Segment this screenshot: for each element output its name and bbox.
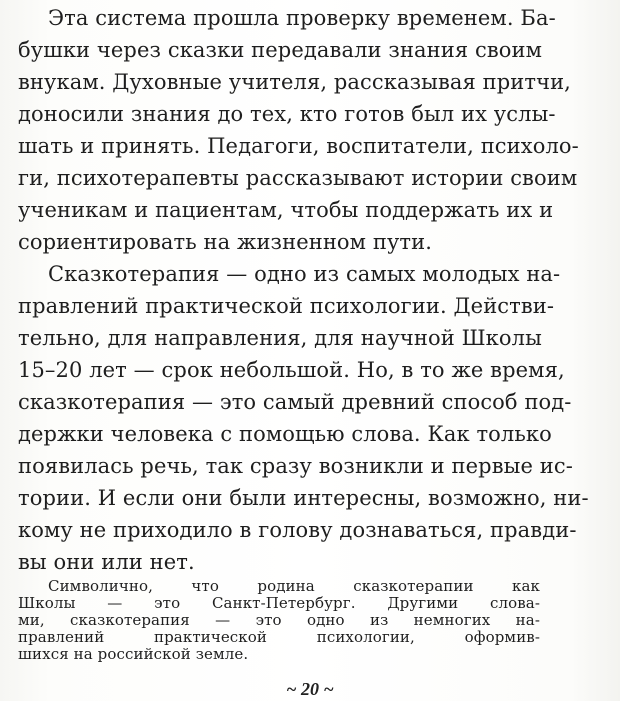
text-line: бушки через сказки передавали знания своим <box>18 38 543 62</box>
text-line: Сказкотерапия — одно из самых молодых на- <box>48 262 561 286</box>
text-line: держки человека с помощью слова. Как только <box>18 422 552 446</box>
text-line: ми, сказкотерапия — это одно из немногих на- <box>18 611 540 629</box>
text-line: ученикам и пациентам, чтобы поддержать их и <box>18 198 554 222</box>
text-line: шать и принять. Педагоги, воспитатели, психоло- <box>18 134 579 158</box>
text-line: Эта система прошла проверку временем. Ба- <box>48 6 556 30</box>
text-line: сориентировать на жизненном пути. <box>18 230 433 254</box>
text-line: доносили знания до тех, кто готов был их услы- <box>18 102 556 126</box>
text-line: Школы — это Санкт-Петербург. Другими слова- <box>18 594 540 612</box>
text-line: правлений практической психологии, оформив- <box>18 628 540 646</box>
text-line: сказкотерапия — это самый древний способ под- <box>18 390 572 414</box>
text-line: правлений практической психологии. Действи- <box>18 294 555 318</box>
text-line: вы они или нет. <box>18 550 195 574</box>
text-line: тории. И если они были интересны, возможно, ни- <box>18 486 589 510</box>
text-line: тельно, для направления, для научной Школы <box>18 326 542 350</box>
text-line: кому не приходило в голову дознаваться, правди- <box>18 518 577 542</box>
text-line: 15–20 лет — срок небольшой. Но, в то же время, <box>18 358 565 382</box>
text-line: ги, психотерапевты рассказывают истории своим <box>18 166 578 190</box>
text-line: шихся на российской земле. <box>18 645 249 663</box>
text-line: появилась речь, так сразу возникли и первые ис- <box>18 454 573 478</box>
text-line: Символично, что родина сказкотерапии как <box>48 577 540 595</box>
text-line: внукам. Духовные учителя, рассказывая притчи, <box>18 70 571 94</box>
page-number: ~ 20 ~ <box>286 679 334 699</box>
